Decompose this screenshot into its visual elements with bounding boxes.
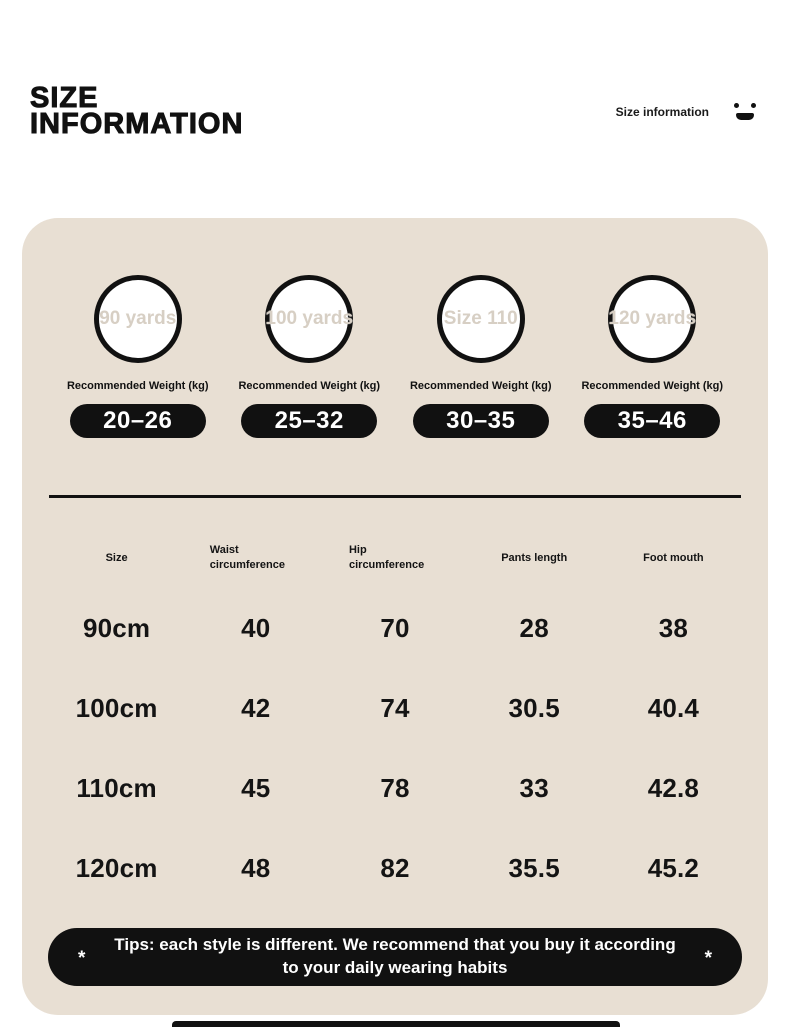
page-title-line2: INFORMATION <box>30 108 244 140</box>
table-cell-size: 100cm <box>75 692 158 723</box>
size-card-90 <box>52 275 224 438</box>
column-header-hip: Hip circumference <box>348 544 425 571</box>
asterisk-left: * <box>78 948 86 970</box>
table-cell-waist: 40 <box>241 612 271 643</box>
bottom-cropped-bar <box>172 1021 620 1027</box>
size-circle-label: Size 110 <box>443 308 518 329</box>
size-circle-100 <box>265 275 353 363</box>
smiley-left-eye <box>734 103 739 108</box>
table-cell-foot-mouth: 40.4 <box>647 692 700 723</box>
column-header-waist: Waist circumference <box>209 544 285 571</box>
table-cell-hip: 74 <box>380 692 410 723</box>
header-right <box>616 103 757 120</box>
weight-range-pill: 20–26 <box>70 404 206 438</box>
table-cell-size: 120cm <box>75 852 158 883</box>
weight-label: Recommended Weight (kg) <box>238 380 381 392</box>
table-cell-size: 90cm <box>82 612 151 643</box>
column-header-foot-mouth: Foot mouth <box>643 551 704 564</box>
size-circle-label: 120 yards <box>608 308 697 329</box>
tips-banner <box>48 928 742 986</box>
weight-label: Recommended Weight (kg) <box>581 380 724 392</box>
table-header-row <box>47 528 743 588</box>
table-row <box>47 668 743 748</box>
weight-range-pill: 25–32 <box>241 404 377 438</box>
table-cell-waist: 48 <box>241 852 271 883</box>
size-table <box>47 528 743 908</box>
size-circle-90 <box>94 275 182 363</box>
section-divider <box>49 495 741 498</box>
smiley-right-eye <box>751 103 756 108</box>
size-card-120 <box>567 275 739 438</box>
table-cell-pants-length: 35.5 <box>508 852 560 883</box>
size-card-110 <box>395 275 567 438</box>
table-cell-foot-mouth: 38 <box>658 612 689 643</box>
size-information-label: Size information <box>615 104 709 119</box>
table-cell-hip: 70 <box>380 612 410 643</box>
table-row <box>47 828 743 908</box>
page-title-line1: SIZE <box>30 82 99 114</box>
table-cell-foot-mouth: 45.2 <box>647 852 700 883</box>
table-row <box>47 748 743 828</box>
size-card-100 <box>224 275 396 438</box>
size-circle-label: 100 yards <box>265 308 354 329</box>
smiley-mouth <box>736 113 754 120</box>
table-cell-foot-mouth: 42.8 <box>647 772 700 803</box>
table-cell-hip: 82 <box>380 852 410 883</box>
weight-label: Recommended Weight (kg) <box>409 380 552 392</box>
tips-text: Tips: each style is different. We recommend that you buy it according to your daily wearing habits <box>114 935 676 977</box>
table-cell-hip: 78 <box>380 772 410 803</box>
table-cell-pants-length: 28 <box>519 612 549 643</box>
page-title <box>30 82 244 140</box>
table-cell-pants-length: 30.5 <box>508 692 560 723</box>
column-header-size: Size <box>105 551 128 564</box>
size-circle-110 <box>437 275 525 363</box>
weight-range-pill: 30–35 <box>413 404 549 438</box>
size-panel <box>22 218 768 1015</box>
size-circle-label: 90 yards <box>99 308 177 329</box>
table-row <box>47 588 743 668</box>
column-header-pants-length: Pants length <box>501 551 568 564</box>
weight-label: Recommended Weight (kg) <box>66 380 209 392</box>
table-cell-pants-length: 33 <box>519 772 549 803</box>
table-cell-waist: 42 <box>241 692 271 723</box>
asterisk-right: * <box>704 948 712 970</box>
weight-range-pill: 35–46 <box>584 404 720 438</box>
size-circle-120 <box>608 275 696 363</box>
size-cards-row <box>22 275 768 438</box>
table-cell-size: 110cm <box>76 772 157 803</box>
table-cell-waist: 45 <box>241 772 271 803</box>
smiley-face-icon <box>733 103 757 120</box>
